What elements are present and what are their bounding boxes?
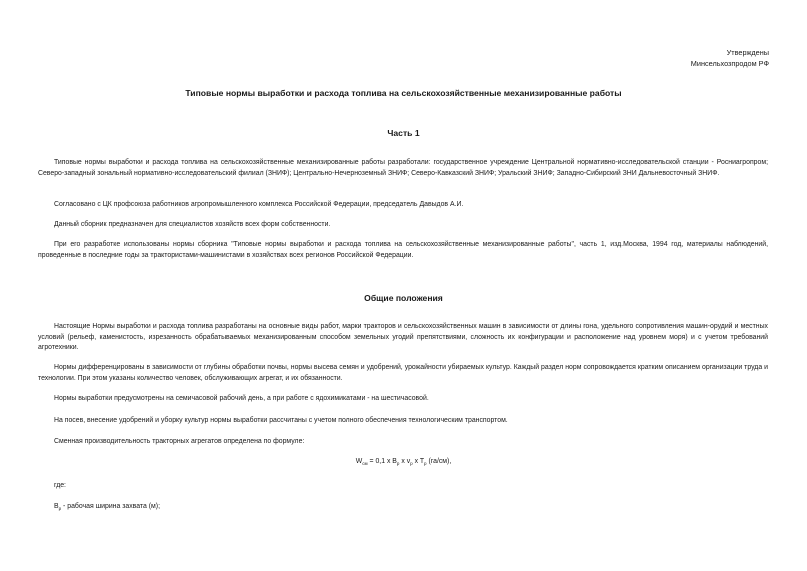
formula-eq: = 0,1 x B	[367, 458, 397, 465]
formula-unit: (га/см),	[426, 458, 452, 465]
formula-w-sub: см	[362, 461, 368, 466]
approval-line-2: Минсельхозпродом РФ	[690, 58, 769, 68]
formula-t-sub: р	[424, 461, 427, 466]
formula-v-sub: р	[410, 461, 413, 466]
intro-paragraph-1: Типовые нормы выработки и расхода топлива на сельскохозяйственные механизированные работы разработали: государственное учреждение Центральной нормативно-исследовательской станции - Росниагропром; Северо-западный зональный нормативно-исследовательский филиал (ЗНИФ); Центрально-Нечерноземный ЗНИФ; Северо-Кавказский ЗНИФ; Уральский ЗНИФ; Западно-Сибирский ЗНИ Дальневосточный ЗНИФ.	[38, 159, 768, 177]
part-title: Часть 1	[387, 128, 420, 138]
general-paragraph-1: Настоящие Нормы выработки и расхода топлива разработаны на основные виды работ, марки тракторов и сельскохозяйственных машин в зависимости от длины гона, удельного сопротивления машин-орудий и местных условий (рельеф, каменистость, изрезанность обрабатываемых механизированным способом земельных угодий препятствиями, сложность их конфигурации и расположение над уровнем моря) и с учетом требований агротехники.	[38, 323, 768, 352]
general-paragraph-2: Нормы дифференцированы в зависимости от глубины обработки почвы, нормы высева семян и удобрений, урожайности убираемых культур. Каждый раздел норм сопровождается кратким описанием организации труда и технологии. При этом указаны количество человек, обслуживающих агрегат, и их обязанности.	[38, 364, 768, 382]
definition-b-sub: р	[58, 506, 62, 511]
where-label: где:	[54, 482, 66, 489]
productivity-formula	[0, 458, 807, 466]
intro-paragraph-2: Согласовано с ЦК профсоюза работников агропромышленного комплекса Российской Федерации, председатель Давыдов А.И.	[54, 201, 464, 208]
formula-x-t: x T	[412, 458, 425, 465]
approval-line-1: Утверждены	[726, 48, 769, 57]
general-paragraph-4: На посев, внесение удобрений и уборку культур нормы выработки рассчитаны с учетом полного обеспечения технологическим транспортом.	[54, 417, 508, 424]
general-paragraph-5: Сменная производительность тракторных агрегатов определена по формуле:	[54, 438, 305, 445]
definition-b	[54, 503, 160, 511]
approval-block	[691, 48, 769, 69]
general-paragraph-3: Нормы выработки предусмотрены на семичасовой рабочий день, а при работе с ядохимикатами - на шестичасовой.	[54, 395, 429, 402]
definition-b-text: - рабочая ширина захвата (м);	[61, 503, 160, 510]
intro-paragraph-3: Данный сборник предназначен для специалистов хозяйств всех форм собственности.	[54, 221, 331, 228]
formula-x-v: x v	[399, 458, 411, 465]
section-title: Общие положения	[364, 293, 443, 303]
document-title: Типовые нормы выработки и расхода топлива на сельскохозяйственные механизированные работы	[185, 88, 622, 98]
intro-paragraph-4: При его разработке использованы нормы сборника "Типовые нормы выработки и расхода топлива на сельскохозяйственные механизированные работы", часть 1, изд.Москва, 1994 год, материалы наблюдений, проведенные в последние годы за трактористами-машинистами в хозяйствах всех регионов Российской Федерации.	[38, 241, 768, 259]
definition-b-symbol: B	[54, 503, 59, 510]
formula-b-sub: р	[396, 461, 400, 466]
formula-w: W	[355, 458, 363, 465]
